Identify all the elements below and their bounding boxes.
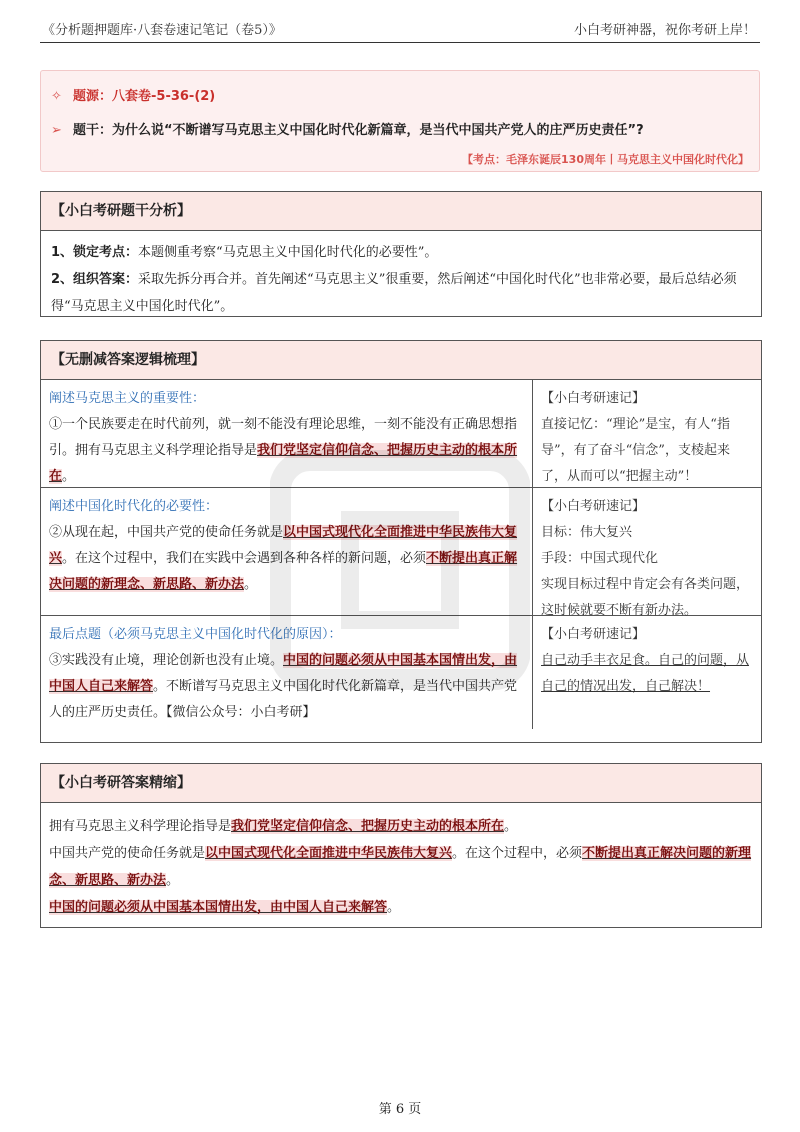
logic-box: [40, 340, 762, 743]
summary-title: 【小白考研答案精缩】: [41, 764, 761, 803]
answer-text-part: 。: [244, 577, 258, 592]
answer-text-part: 。: [62, 469, 76, 484]
header-slogan: 小白考研神器，祝你考研上岸！: [573, 23, 756, 38]
logic-row: [41, 488, 761, 616]
logic-answer-cell: [41, 488, 533, 615]
summary-text: 。: [504, 819, 518, 834]
answer-text-part: ②从现在起，中国共产党的使命任务就是: [49, 525, 284, 540]
memo-cell: [533, 488, 761, 618]
section-heading: 阐述中国化时代化的必要性：: [49, 499, 219, 514]
summary-highlight: 我们党坚定信仰信念、把握历史主动的根本所在: [231, 819, 505, 834]
memo-cell: [533, 380, 761, 487]
logic-answer-cell: [41, 616, 533, 729]
summary-highlight: 中国的问题必须从中国基本国情出发，由中国人自己来解答: [49, 900, 388, 915]
question-stem-text: 题干：为什么说“不断谱写马克思主义中国化时代化新篇章，是当代中国共产党人的庄严历史责任”?: [73, 123, 644, 138]
memo-line: 自己动手丰衣足食。自己的问题，从自己的情况出发，自己解决！: [541, 653, 750, 694]
analysis-point-2: [51, 266, 751, 320]
answer-text: [49, 520, 524, 598]
answer-highlight: 我们党坚定信仰信念、把握历史主动的根本所在: [49, 443, 518, 484]
memo-title: 【小白考研速记】: [541, 391, 646, 406]
analysis-body: [41, 231, 761, 320]
logic-row: [41, 380, 761, 488]
analysis-point-1: [51, 239, 751, 266]
analysis-point-2-text: 采取先拆分再合并。首先阐述“马克思主义”很重要，然后阐述“中国化时代化”也非常必要，最后总结必须得“马克思主义中国化时代化”。: [51, 272, 737, 314]
summary-text: 拥有马克思主义科学理论指导是: [49, 819, 232, 834]
summary-text: 。: [387, 900, 401, 915]
diamond-icon: ✧: [51, 89, 62, 104]
answer-text-part: ①一个民族要走在时代前列，就一刻不能没有理论思维，一刻不能没有正确思想指引。拥有马克思主义科学理论指导是: [49, 417, 518, 458]
logic-table: [41, 380, 761, 729]
logic-title: 【无删减答案逻辑梳理】: [41, 341, 761, 380]
section-heading: 阐述马克思主义的重要性：: [49, 391, 206, 406]
memo-cell: [533, 616, 761, 729]
summary-text: 中国共产党的使命任务就是: [49, 846, 206, 861]
arrow-icon: ➢: [51, 123, 62, 138]
answer-text-part: 。在这个过程中，我们在实践中会遇到各种各样的新问题，必须: [62, 551, 427, 566]
summary-body: [41, 803, 761, 921]
page-header: [40, 16, 760, 43]
header-title: 《分析题押题库·八套卷速记笔记（卷5）》: [42, 23, 282, 38]
memo-line: 目标：伟大复兴: [541, 525, 633, 540]
analysis-point-2-label: 2、组织答案：: [51, 272, 139, 287]
question-topic: 【考点：毛泽东诞辰130周年丨马克思主义中国化时代化】: [462, 153, 749, 166]
summary-line: [49, 840, 753, 894]
answer-highlight: 中国的问题必须从中国基本国情出发，由中国人自己来解答: [49, 653, 518, 694]
question-source-text: 题源：八套卷-5-36-(2): [73, 89, 216, 104]
question-stem: [51, 119, 644, 138]
page-number: 第 6 页: [378, 1102, 422, 1117]
summary-highlight: 不断提出真正解决问题的新理念、新思路、新办法: [49, 846, 752, 888]
memo-title: 【小白考研速记】: [541, 627, 646, 642]
section-heading: 最后点题（必须马克思主义中国化时代化的原因）：: [49, 627, 342, 642]
analysis-title: 【小白考研题干分析】: [41, 192, 761, 231]
answer-highlight: 以中国式现代化全面推进中华民族伟大复兴: [49, 525, 518, 566]
answer-text-part: ③实践没有止境，理论创新也没有止境。: [49, 653, 284, 668]
summary-text: 。在这个过程中，必须: [452, 846, 583, 861]
summary-text: 。: [166, 873, 180, 888]
analysis-point-1-text: 本题侧重考察“马克思主义中国化时代化的必要性”。: [138, 245, 438, 260]
answer-text: [49, 412, 524, 490]
memo-line: 直接记忆：“理论”是宝，有人“指导”，有了奋斗“信念”，支棱起来了，从而可以“把握主动”！: [541, 417, 730, 484]
question-source: [51, 85, 215, 104]
summary-line: [49, 894, 753, 921]
memo-title: 【小白考研速记】: [541, 499, 646, 514]
analysis-box: [40, 191, 762, 317]
logic-row: [41, 616, 761, 729]
summary-box: [40, 763, 762, 928]
summary-line: [49, 813, 753, 840]
summary-highlight: 以中国式现代化全面推进中华民族伟大复兴: [205, 846, 453, 861]
logic-answer-cell: [41, 380, 533, 487]
memo-line: 实现目标过程中肯定会有各类问题，这时候就要不断有新办法。: [541, 577, 750, 618]
analysis-point-1-label: 1、锁定考点：: [51, 245, 139, 260]
answer-highlight: 不断提出真正解决问题的新理念、新思路、新办法: [49, 551, 518, 592]
question-box: [40, 70, 760, 172]
answer-text-part: 。不断谱写马克思主义中国化时代化新篇章，是当代中国共产党人的庄严历史责任。【微信公众号：小白考研】: [49, 679, 518, 720]
memo-line: 手段：中国式现代化: [541, 551, 659, 566]
answer-text: [49, 648, 524, 726]
